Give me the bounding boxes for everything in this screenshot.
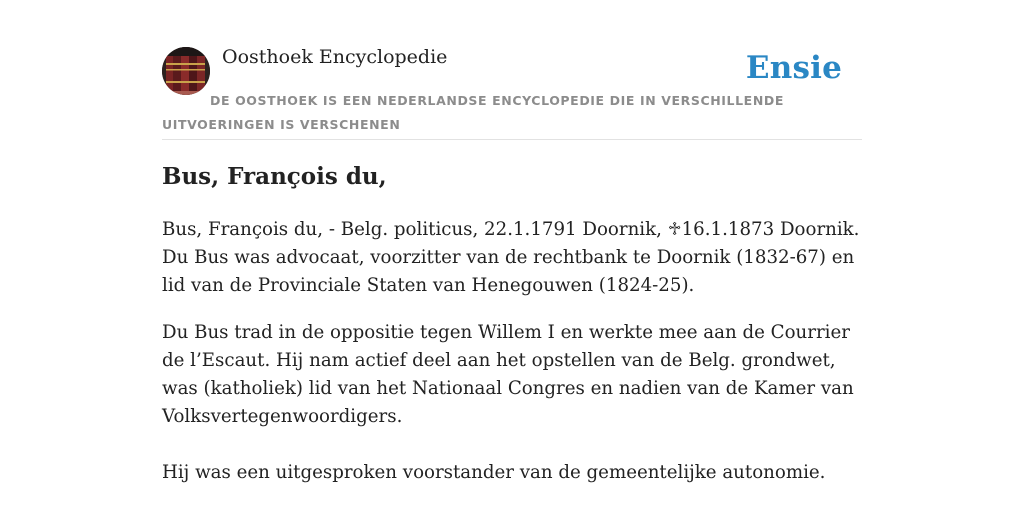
site-header bbox=[162, 0, 862, 140]
article-title: Bus, François du, bbox=[162, 163, 387, 190]
site-title[interactable]: Oosthoek Encyclopedie bbox=[222, 46, 448, 68]
page bbox=[162, 0, 862, 512]
article-paragraph: Hij was een uitgesproken voorstander van de gemeentelijke autonomie. bbox=[162, 462, 826, 483]
article-paragraph: Bus, François du, - Belg. politicus, 22.1.1791 Doornik, ♱16.1.1873 Doornik. Du Bus was advocaat, voorzitter van de rechtbank te Doornik (1832-67) en lid van de Provinciale Staten van Henegouwen (1824-25). bbox=[162, 219, 860, 296]
brand-logo[interactable]: Ensie bbox=[745, 50, 842, 86]
site-tagline: DE OOSTHOEK IS EEN NEDERLANDSE ENCYCLOPEDIE DIE IN VERSCHILLENDE UITVOERINGEN IS VERSCHENEN bbox=[162, 93, 784, 132]
article-paragraph: Du Bus trad in de oppositie tegen Willem I en werkte mee aan de Courrier de l’Escaut. Hij nam actief deel aan het opstellen van de Belg. grondwet, was (katholiek) lid van het Nationaal Congres en nadien van de Kamer van Volksvertegenwoordigers. bbox=[162, 322, 854, 427]
encyclopedia-books-icon[interactable] bbox=[162, 47, 210, 95]
